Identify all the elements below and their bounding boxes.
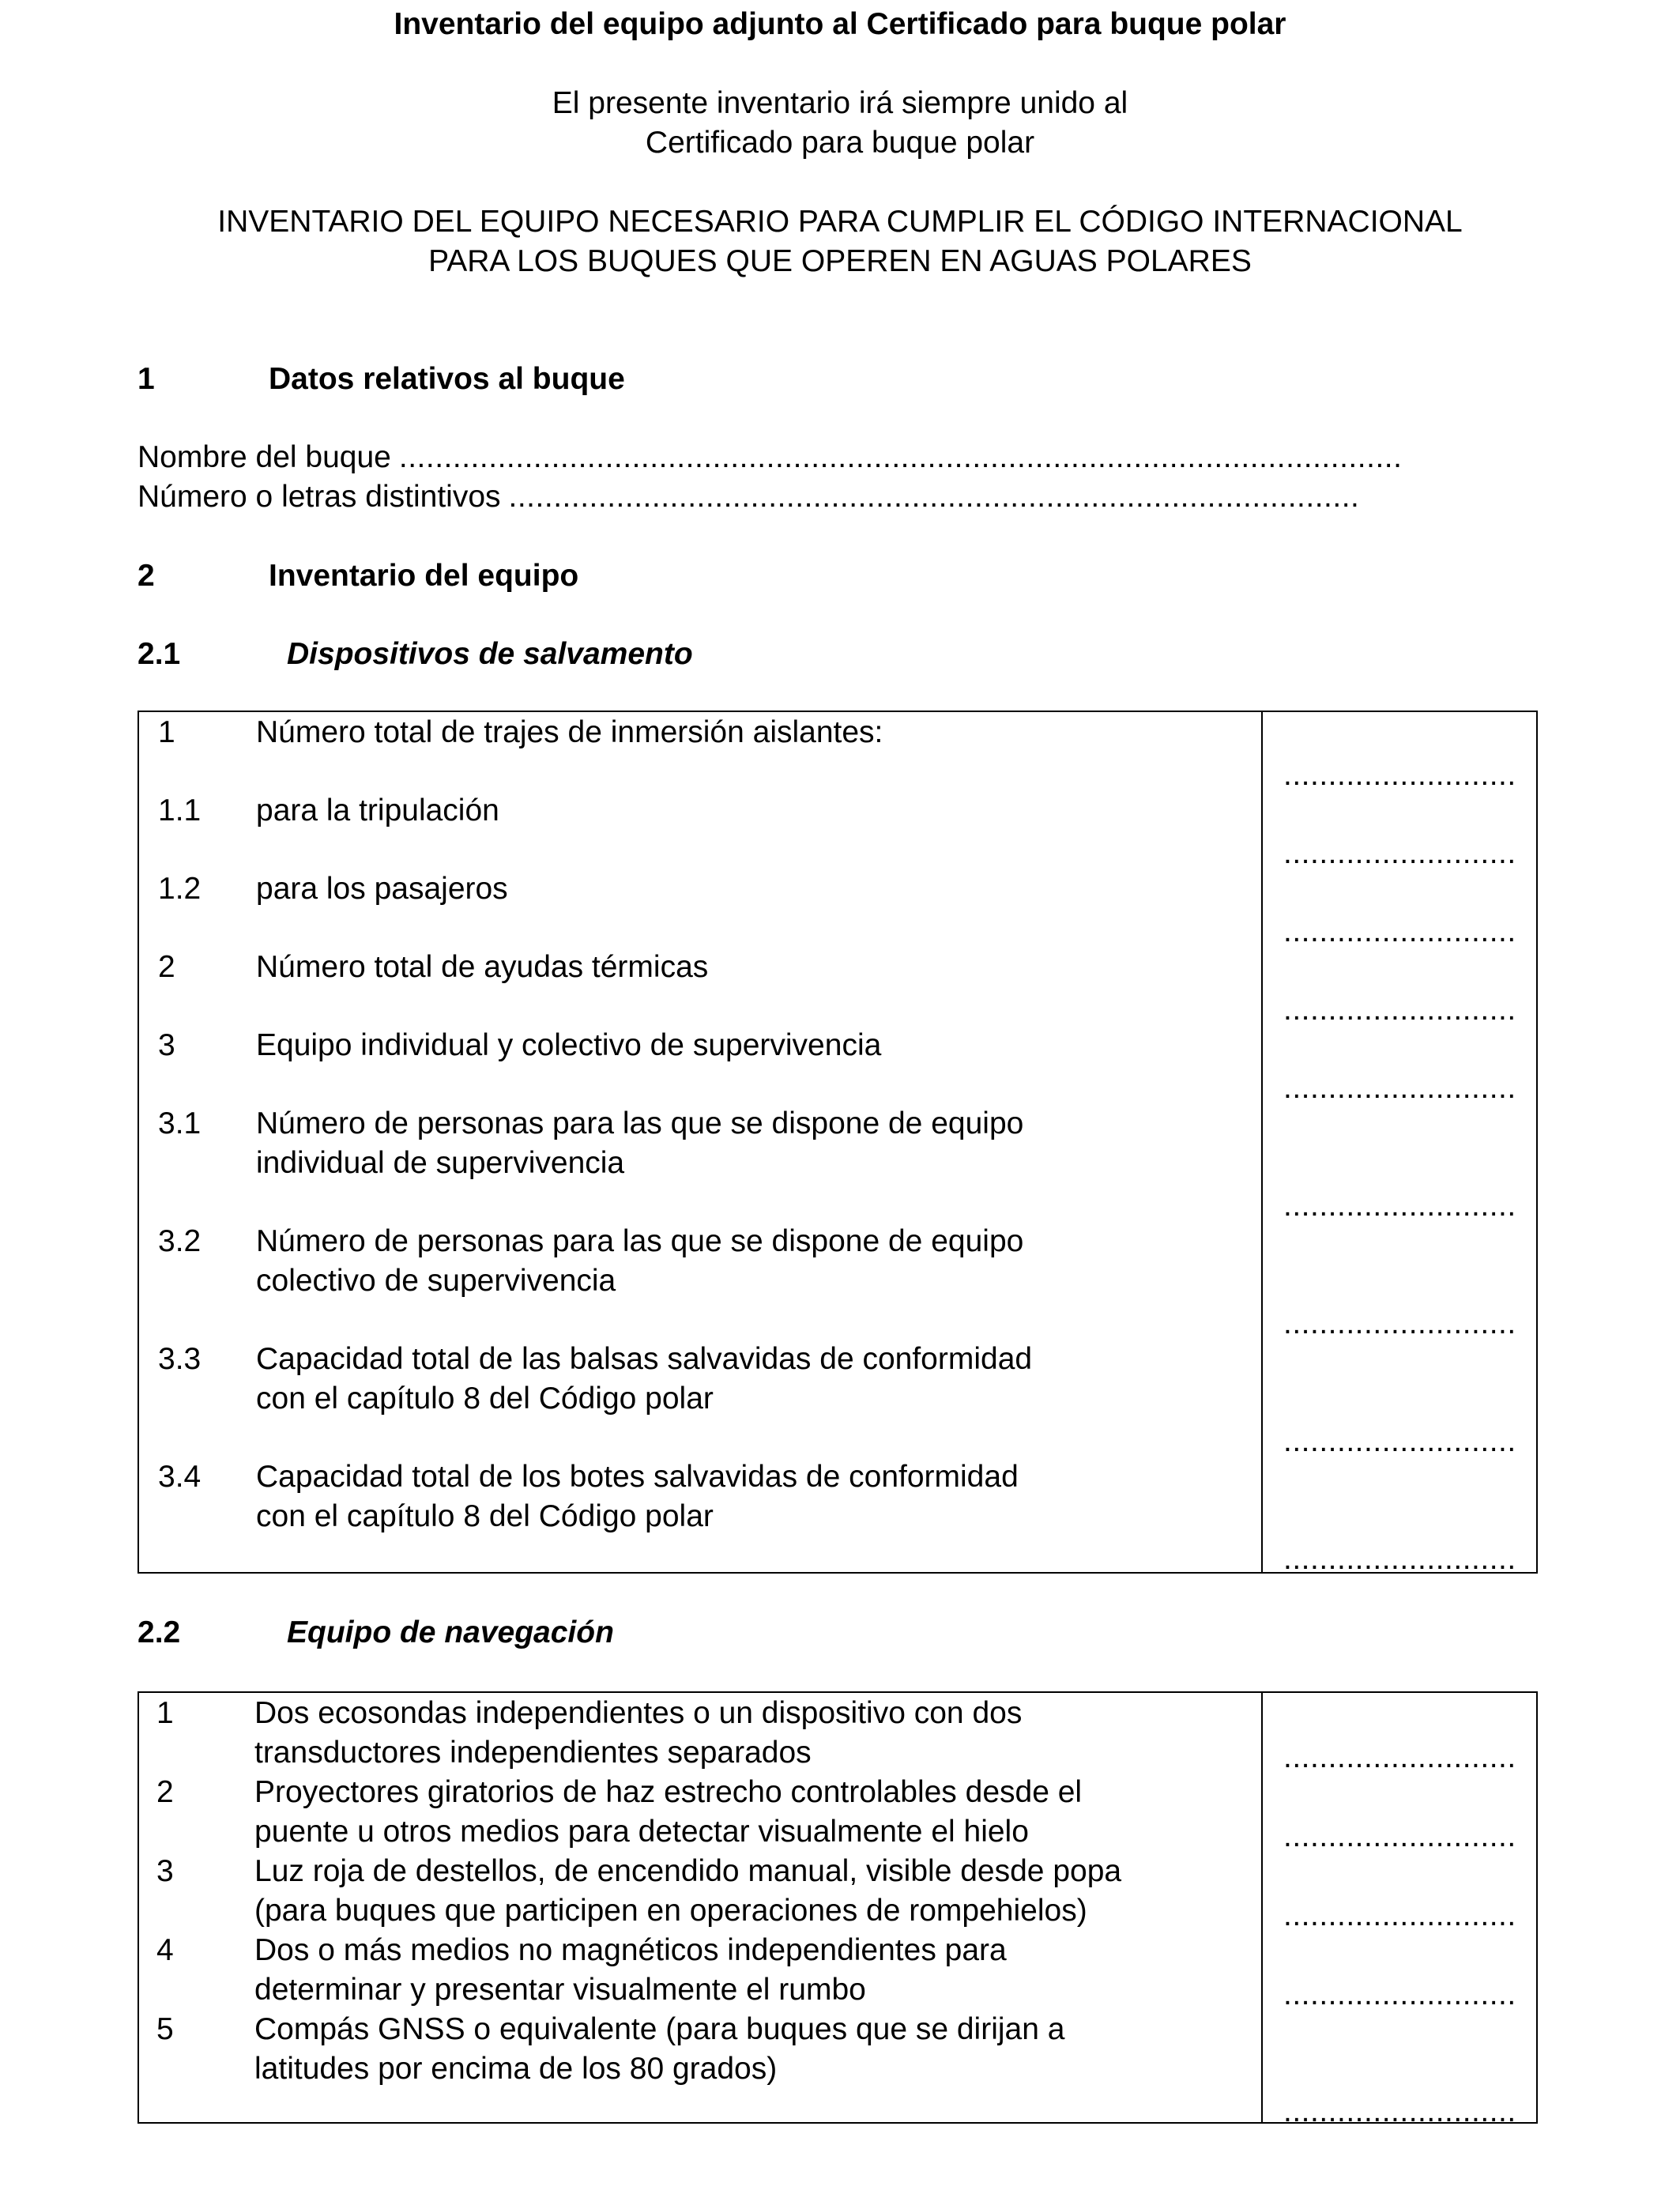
table-row-text: Número total de ayudas térmicas [256,950,709,984]
table-row-number: 2 [158,950,175,984]
table-row-text: Número de personas para las que se dispone de equipo [256,1106,1024,1140]
table-row-number: 3 [156,1854,174,1888]
distinctive-letters-value: ............................................................................................... [508,480,1360,514]
table-row-value: .......................... [1283,1306,1516,1340]
table-row-text: latitudes por encima de los 80 grados) [254,2052,778,2086]
lifesaving-table [137,711,1538,1574]
table-row-number: 3.3 [158,1342,202,1376]
subsection-2-1-title: Dispositivos de salvamento [287,637,693,671]
table-row-text: Capacidad total de los botes salvavidas de conformidad [256,1460,1019,1494]
table-row-text: Proyectores giratorios de haz estrecho controlables desde el [254,1775,1083,1809]
table-row-number: 2 [156,1775,174,1809]
table-row-value: .......................... [1283,1071,1516,1105]
table-row-value: .......................... [1283,2094,1516,2128]
table-row-number: 1 [158,715,175,749]
table-row-value: .......................... [1283,758,1516,792]
table-row-number: 3.1 [158,1106,202,1140]
table-row-text: con el capítulo 8 del Código polar [256,1499,714,1533]
attachment-note-line-2: Certificado para buque polar [645,126,1035,160]
table-row-value: .......................... [1283,1898,1516,1932]
inventory-heading-line-1: INVENTARIO DEL EQUIPO NECESARIO PARA CUMPLIR EL CÓDIGO INTERNACIONAL [217,205,1463,239]
table-row-number: 1 [156,1696,174,1730]
table-row-value: .......................... [1283,914,1516,948]
table-column-divider [1261,1693,1263,2122]
table-row-text: Luz roja de destellos, de encendido manual, visible desde popa [254,1854,1122,1888]
table-row-number: 3.4 [158,1460,202,1494]
table-row-text: para la tripulación [256,794,499,827]
table-row-value: .......................... [1283,1424,1516,1458]
table-row-number: 3.2 [158,1224,202,1258]
table-row-number: 1.1 [158,794,202,827]
table-row-value: .......................... [1283,993,1516,1027]
table-row-text: colectivo de supervivencia [256,1264,616,1298]
table-row-text: Dos o más medios no magnéticos independientes para [254,1933,1007,1967]
attachment-note-line-1: El presente inventario irá siempre unido al [552,86,1128,120]
table-row-value: .......................... [1283,1542,1516,1576]
distinctive-letters-label: Número o letras distintivos [137,480,501,514]
table-row-text: transductores independientes separados [254,1736,812,1770]
table-row-text: Dos ecosondas independientes o un dispositivo con dos [254,1696,1023,1730]
table-row-number: 5 [156,2012,174,2046]
table-row-text: (para buques que participen en operaciones de rompehielos) [254,1894,1087,1928]
table-row-text: determinar y presentar visualmente el rumbo [254,1973,866,2007]
table-row-text: individual de supervivencia [256,1146,625,1180]
table-row-value: .......................... [1283,1740,1516,1774]
section-1-number: 1 [137,362,155,396]
ship-name-label: Nombre del buque [137,440,391,474]
table-row-text: Número total de trajes de inmersión aislantes: [256,715,883,749]
table-row-value: .......................... [1283,1977,1516,2011]
document-title: Inventario del equipo adjunto al Certificado para buque polar [394,7,1286,41]
inventory-heading-line-2: PARA LOS BUQUES QUE OPEREN EN AGUAS POLARES [428,244,1252,278]
table-row-text: Capacidad total de las balsas salvavidas de conformidad [256,1342,1033,1376]
table-row-number: 3 [158,1028,175,1062]
table-row-value: .......................... [1283,1189,1516,1223]
navigation-table [137,1691,1538,2128]
ship-name-value: ................................................................................................................ [398,440,1403,474]
section-2-number: 2 [137,559,155,593]
table-row-text: para los pasajeros [256,872,508,906]
subsection-2-1-number: 2.1 [137,637,181,671]
distinctive-letters-field[interactable] [137,477,1538,517]
subsection-2-2-number: 2.2 [137,1615,181,1649]
section-2-title: Inventario del equipo [269,559,579,593]
table-row-number: 4 [156,1933,174,1967]
table-row-number: 1.2 [158,872,202,906]
table-row-text: con el capítulo 8 del Código polar [256,1382,714,1416]
section-1-title: Datos relativos al buque [269,362,625,396]
table-row-value: .......................... [1283,1819,1516,1853]
table-row-text: Compás GNSS o equivalente (para buques que se dirijan a [254,2012,1065,2046]
ship-name-field[interactable] [137,438,1538,477]
table-row-text: Número de personas para las que se dispone de equipo [256,1224,1024,1258]
subsection-2-2-title: Equipo de navegación [287,1615,614,1649]
table-row-value: .......................... [1283,836,1516,870]
table-row-text: Equipo individual y colectivo de supervivencia [256,1028,882,1062]
table-column-divider [1261,712,1263,1572]
table-row-text: puente u otros medios para detectar visualmente el hielo [254,1815,1029,1849]
